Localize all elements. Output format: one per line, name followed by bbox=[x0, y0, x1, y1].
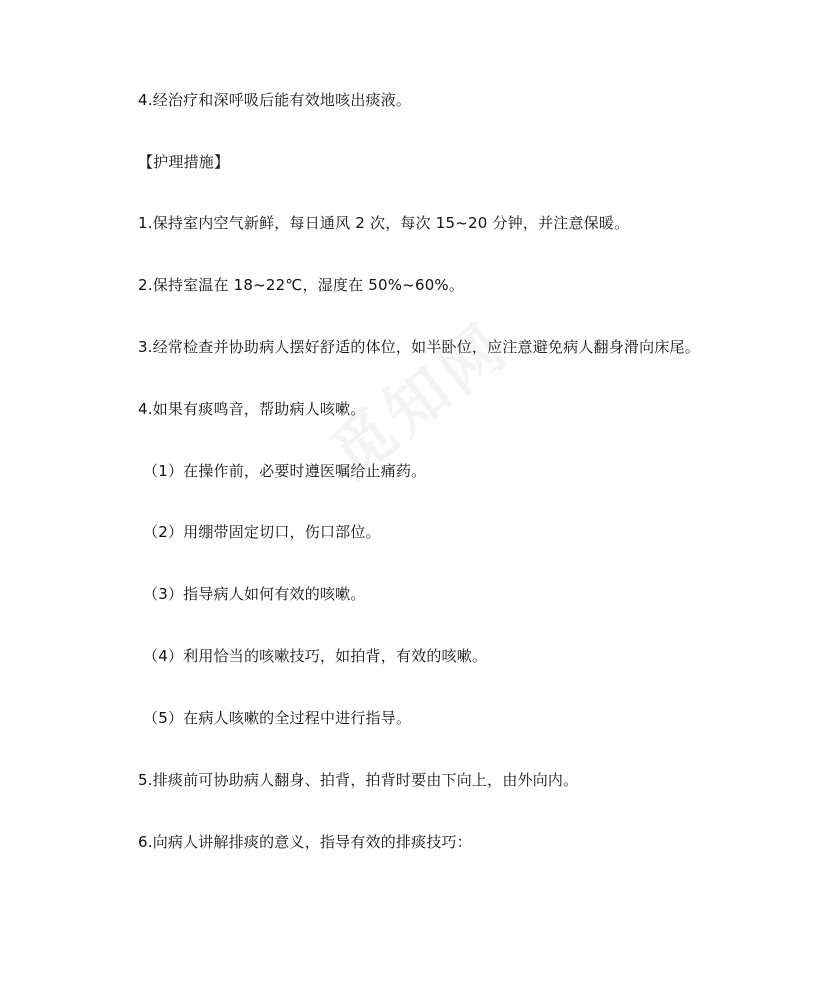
section-heading-nursing-measures: 【护理措施】 bbox=[138, 153, 230, 171]
sub-item-5: （5）在病人咳嗽的全过程中进行指导。 bbox=[143, 709, 412, 727]
measure-item-5: 5.排痰前可协助病人翻身、拍背，拍背时要由下向上，由外向内。 bbox=[138, 771, 579, 789]
sub-item-4: （4）利用恰当的咳嗽技巧，如拍背，有效的咳嗽。 bbox=[143, 647, 488, 665]
sub-item-1: （1）在操作前，必要时遵医嘱给止痛药。 bbox=[143, 462, 427, 480]
outcome-item-4: 4.经治疗和深呼吸后能有效地咳出痰液。 bbox=[138, 91, 412, 109]
measure-item-2: 2.保持室温在 18~22℃，湿度在 50%~60%。 bbox=[138, 276, 465, 294]
measure-item-3: 3.经常检查并协助病人摆好舒适的体位，如半卧位，应注意避免病人翻身滑向床尾。 bbox=[138, 338, 700, 356]
measure-item-1: 1.保持室内空气新鲜，每日通风 2 次，每次 15~20 分钟，并注意保暖。 bbox=[138, 214, 630, 232]
sub-item-2: （2）用绷带固定切口，伤口部位。 bbox=[143, 523, 381, 541]
sub-item-3: （3）指导病人如何有效的咳嗽。 bbox=[143, 585, 366, 603]
measure-item-4: 4.如果有痰鸣音，帮助病人咳嗽。 bbox=[138, 400, 366, 418]
measure-item-6: 6.向病人讲解排痰的意义，指导有效的排痰技巧： bbox=[138, 833, 472, 851]
